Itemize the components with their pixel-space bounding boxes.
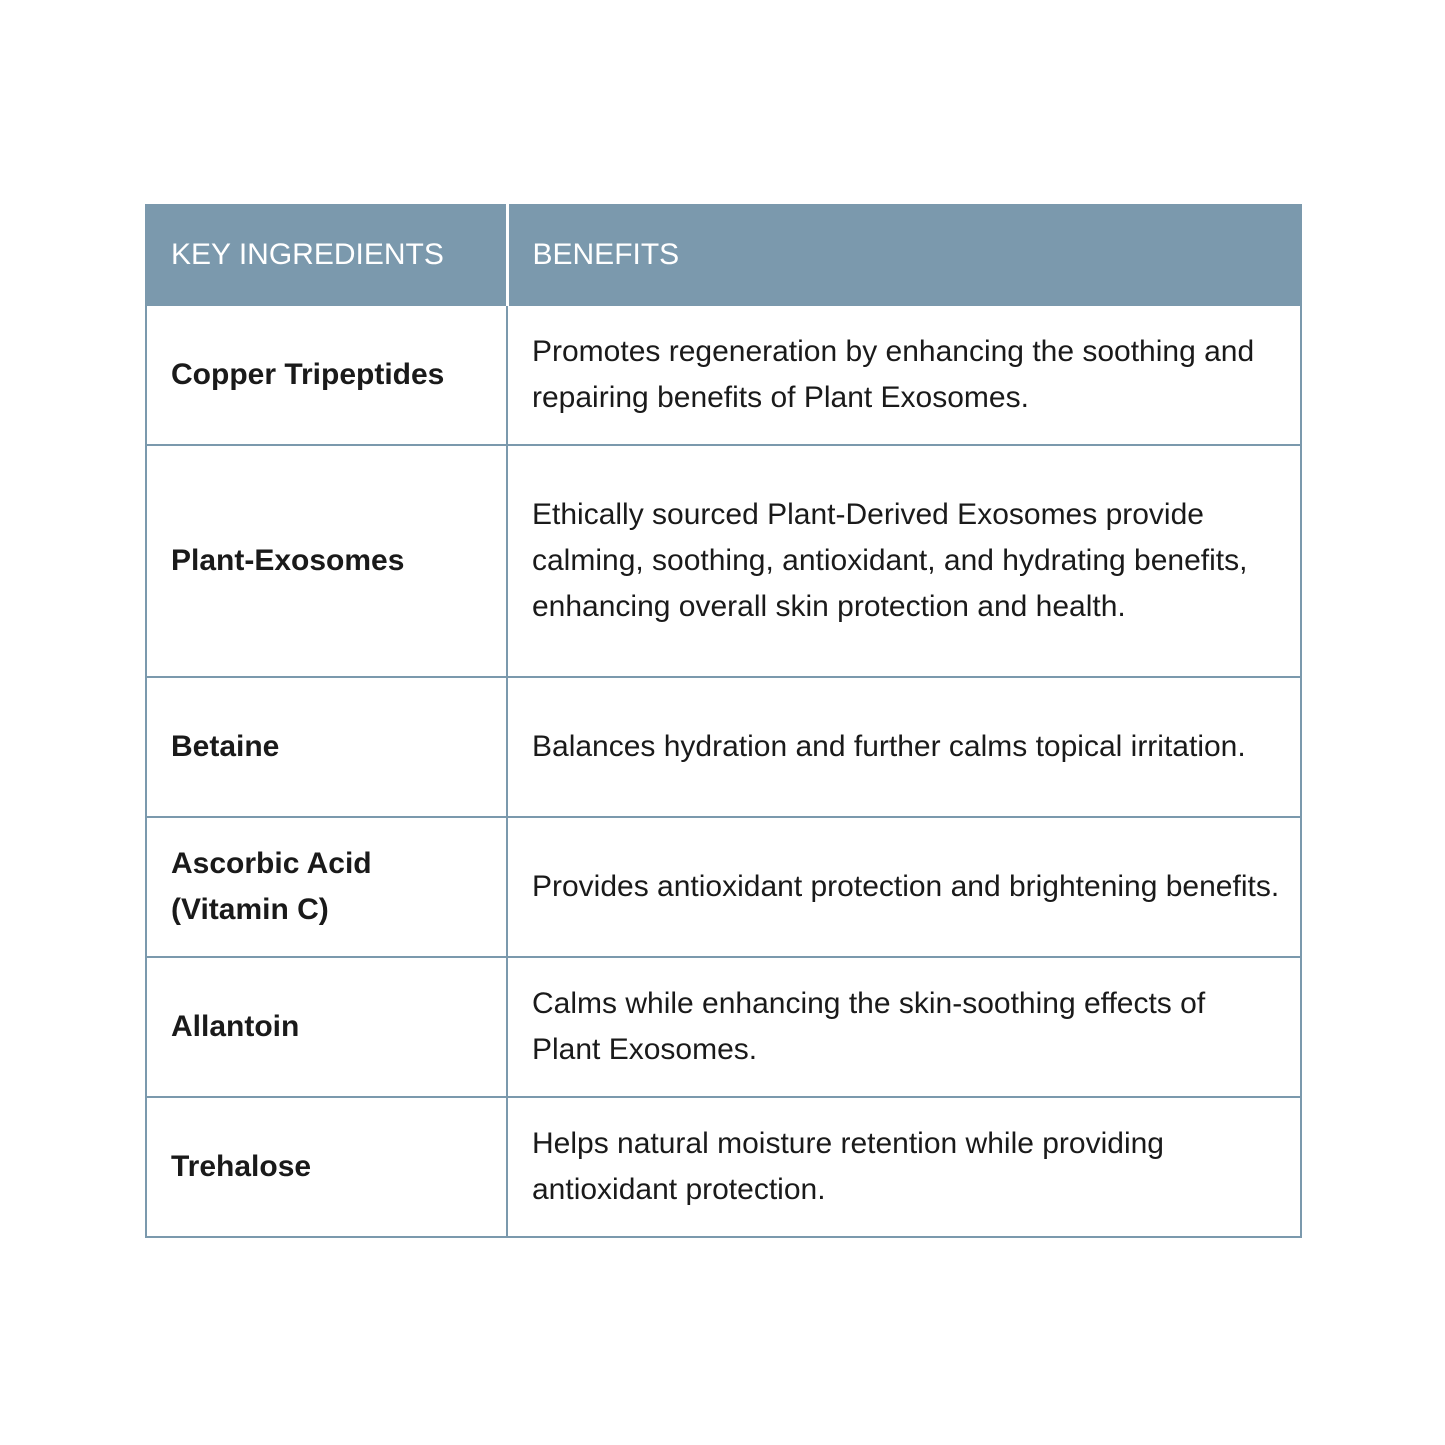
table-row (146, 305, 1301, 445)
ingredient-name: Ascorbic Acid (Vitamin C) (146, 817, 507, 957)
ingredient-name: Plant-Exosomes (146, 445, 507, 677)
table-row (146, 677, 1301, 817)
ingredient-name: Trehalose (146, 1097, 507, 1237)
table-row (146, 445, 1301, 677)
header-benefits: BENEFITS (507, 205, 1301, 305)
table-row (146, 1097, 1301, 1237)
ingredients-table (145, 204, 1302, 1238)
ingredient-benefit: Helps natural moisture retention while providing antioxidant protection. (507, 1097, 1301, 1237)
table-header-row (146, 205, 1301, 305)
header-key-ingredients: KEY INGREDIENTS (146, 205, 507, 305)
ingredient-name: Betaine (146, 677, 507, 817)
ingredient-name: Copper Tripeptides (146, 305, 507, 445)
table-row (146, 957, 1301, 1097)
table-row (146, 817, 1301, 957)
ingredient-benefit: Balances hydration and further calms topical irritation. (507, 677, 1301, 817)
ingredient-benefit: Provides antioxidant protection and brightening benefits. (507, 817, 1301, 957)
ingredient-benefit: Calms while enhancing the skin-soothing effects of Plant Exosomes. (507, 957, 1301, 1097)
ingredient-benefit: Ethically sourced Plant-Derived Exosomes provide calming, soothing, antioxidant, and hydrating benefits, enhancing overall skin protection and health. (507, 445, 1301, 677)
ingredient-benefit: Promotes regeneration by enhancing the soothing and repairing benefits of Plant Exosomes. (507, 305, 1301, 445)
ingredient-name: Allantoin (146, 957, 507, 1097)
